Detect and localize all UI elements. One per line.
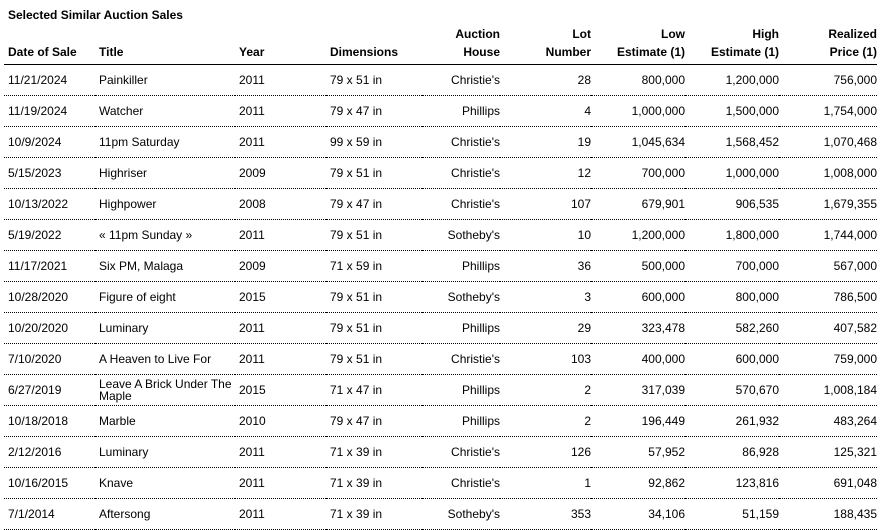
cell-low-estimate: 600,000: [591, 282, 685, 313]
table-row: [4, 375, 877, 406]
cell-dimensions: 71 x 59 in: [326, 251, 422, 282]
cell-low-estimate: 1,200,000: [591, 220, 685, 251]
table-row: [4, 313, 877, 344]
cell-dimensions: 79 x 47 in: [326, 406, 422, 437]
table-row: [4, 344, 877, 375]
cell-date: 7/10/2020: [4, 344, 95, 375]
cell-auction-house: Sotheby's: [422, 499, 500, 530]
column-header-auction-house-line1: Auction: [455, 27, 500, 41]
cell-title: Luminary: [95, 437, 235, 468]
cell-year: 2011: [235, 65, 326, 96]
cell-high-estimate: 261,932: [685, 406, 779, 437]
cell-low-estimate: 700,000: [591, 158, 685, 189]
cell-date: 5/15/2023: [4, 158, 95, 189]
cell-high-estimate: 600,000: [685, 344, 779, 375]
cell-high-estimate: 906,535: [685, 189, 779, 220]
column-header-title-label: Title: [99, 45, 124, 59]
column-header-lot-number-line2: Number: [545, 45, 591, 59]
cell-realized-price: 1,754,000: [779, 96, 877, 127]
cell-year: 2011: [235, 344, 326, 375]
cell-high-estimate: 800,000: [685, 282, 779, 313]
cell-auction-house: Sotheby's: [422, 282, 500, 313]
table-row: [4, 251, 877, 282]
cell-dimensions: 79 x 51 in: [326, 65, 422, 96]
cell-date: 5/19/2022: [4, 220, 95, 251]
table-row: [4, 499, 877, 530]
cell-lot-number: 353: [500, 499, 591, 530]
cell-date: 6/27/2019: [4, 375, 95, 406]
cell-high-estimate: 582,260: [685, 313, 779, 344]
table-row: [4, 127, 877, 158]
cell-title: Six PM, Malaga: [95, 251, 235, 282]
column-header-title: [95, 24, 235, 65]
cell-dimensions: 71 x 39 in: [326, 468, 422, 499]
cell-lot-number: 12: [500, 158, 591, 189]
column-header-year-label: Year: [239, 45, 265, 59]
cell-title: Aftersong: [95, 499, 235, 530]
cell-date: 10/9/2024: [4, 127, 95, 158]
cell-high-estimate: 1,800,000: [685, 220, 779, 251]
cell-lot-number: 126: [500, 437, 591, 468]
cell-high-estimate: 1,568,452: [685, 127, 779, 158]
column-header-low-estimate: [591, 24, 685, 65]
table-row: [4, 189, 877, 220]
cell-year: 2008: [235, 189, 326, 220]
cell-lot-number: 107: [500, 189, 591, 220]
cell-date: 11/21/2024: [4, 65, 95, 96]
cell-title: Figure of eight: [95, 282, 235, 313]
column-header-lot-number-line1: Lot: [572, 27, 591, 41]
cell-year: 2011: [235, 313, 326, 344]
cell-auction-house: Christie's: [422, 468, 500, 499]
cell-title: Highpower: [95, 189, 235, 220]
cell-year: 2015: [235, 375, 326, 406]
cell-auction-house: Sotheby's: [422, 220, 500, 251]
cell-realized-price: 1,744,000: [779, 220, 877, 251]
cell-realized-price: 1,008,184: [779, 375, 877, 406]
cell-auction-house: Phillips: [422, 313, 500, 344]
cell-auction-house: Phillips: [422, 406, 500, 437]
cell-realized-price: 1,679,355: [779, 189, 877, 220]
cell-low-estimate: 323,478: [591, 313, 685, 344]
cell-low-estimate: 34,106: [591, 499, 685, 530]
cell-realized-price: 1,008,000: [779, 158, 877, 189]
cell-lot-number: 2: [500, 406, 591, 437]
cell-date: 10/28/2020: [4, 282, 95, 313]
cell-title: A Heaven to Live For: [95, 344, 235, 375]
table-row: [4, 437, 877, 468]
cell-realized-price: 756,000: [779, 65, 877, 96]
cell-title: Highriser: [95, 158, 235, 189]
cell-auction-house: Christie's: [422, 127, 500, 158]
column-header-high-estimate: [685, 24, 779, 65]
cell-auction-house: Christie's: [422, 189, 500, 220]
column-header-date-label: Date of Sale: [8, 45, 77, 59]
cell-auction-house: Phillips: [422, 96, 500, 127]
cell-dimensions: 71 x 39 in: [326, 499, 422, 530]
cell-realized-price: 759,000: [779, 344, 877, 375]
cell-low-estimate: 1,045,634: [591, 127, 685, 158]
column-header-lot-number: [500, 24, 591, 65]
cell-year: 2011: [235, 220, 326, 251]
cell-dimensions: 71 x 47 in: [326, 375, 422, 406]
cell-low-estimate: 800,000: [591, 65, 685, 96]
cell-lot-number: 103: [500, 344, 591, 375]
column-header-realized-price-line2: Price (1): [829, 45, 877, 59]
cell-date: 10/20/2020: [4, 313, 95, 344]
cell-year: 2011: [235, 499, 326, 530]
cell-realized-price: 691,048: [779, 468, 877, 499]
cell-low-estimate: 92,862: [591, 468, 685, 499]
table-row: [4, 468, 877, 499]
cell-low-estimate: 317,039: [591, 375, 685, 406]
cell-low-estimate: 57,952: [591, 437, 685, 468]
cell-lot-number: 19: [500, 127, 591, 158]
cell-auction-house: Christie's: [422, 65, 500, 96]
cell-title: Knave: [95, 468, 235, 499]
table-row: [4, 406, 877, 437]
table-row: [4, 65, 877, 96]
table-row: [4, 220, 877, 251]
cell-realized-price: 567,000: [779, 251, 877, 282]
table-row: [4, 282, 877, 313]
cell-year: 2011: [235, 127, 326, 158]
cell-high-estimate: 86,928: [685, 437, 779, 468]
cell-dimensions: 79 x 51 in: [326, 313, 422, 344]
cell-date: 10/13/2022: [4, 189, 95, 220]
cell-year: 2009: [235, 251, 326, 282]
cell-year: 2011: [235, 96, 326, 127]
cell-year: 2011: [235, 437, 326, 468]
cell-auction-house: Phillips: [422, 251, 500, 282]
cell-auction-house: Christie's: [422, 344, 500, 375]
column-header-realized-price-line1: Realized: [828, 27, 877, 41]
cell-low-estimate: 500,000: [591, 251, 685, 282]
column-header-realized-price: [779, 24, 877, 65]
cell-high-estimate: 1,200,000: [685, 65, 779, 96]
cell-year: 2015: [235, 282, 326, 313]
column-header-dimensions-label: Dimensions: [330, 45, 399, 59]
cell-realized-price: 786,500: [779, 282, 877, 313]
cell-low-estimate: 679,901: [591, 189, 685, 220]
column-header-auction-house: [422, 24, 500, 65]
column-header-dimensions: [326, 24, 422, 65]
cell-dimensions: 79 x 47 in: [326, 189, 422, 220]
cell-title: Luminary: [95, 313, 235, 344]
cell-high-estimate: 51,159: [685, 499, 779, 530]
cell-low-estimate: 196,449: [591, 406, 685, 437]
cell-date: 11/17/2021: [4, 251, 95, 282]
cell-title: « 11pm Sunday »: [95, 220, 235, 251]
cell-lot-number: 3: [500, 282, 591, 313]
page-title: Selected Similar Auction Sales: [8, 8, 183, 22]
cell-lot-number: 1: [500, 468, 591, 499]
cell-realized-price: 188,435: [779, 499, 877, 530]
column-header-low-estimate-line2: Estimate (1): [616, 45, 685, 59]
cell-realized-price: 125,321: [779, 437, 877, 468]
cell-title: Leave A Brick Under The Maple: [95, 375, 235, 406]
cell-realized-price: 1,070,468: [779, 127, 877, 158]
table-body: [4, 65, 877, 530]
cell-high-estimate: 1,500,000: [685, 96, 779, 127]
cell-high-estimate: 570,670: [685, 375, 779, 406]
cell-dimensions: 71 x 39 in: [326, 437, 422, 468]
column-header-low-estimate-line1: Low: [661, 27, 685, 41]
cell-dimensions: 79 x 51 in: [326, 282, 422, 313]
cell-lot-number: 28: [500, 65, 591, 96]
cell-dimensions: 99 x 59 in: [326, 127, 422, 158]
cell-lot-number: 29: [500, 313, 591, 344]
cell-lot-number: 4: [500, 96, 591, 127]
cell-dimensions: 79 x 47 in: [326, 96, 422, 127]
column-header-auction-house-line2: House: [463, 45, 500, 59]
table-row: [4, 158, 877, 189]
cell-year: 2011: [235, 468, 326, 499]
cell-lot-number: 2: [500, 375, 591, 406]
table-header-row: [4, 24, 877, 65]
cell-lot-number: 36: [500, 251, 591, 282]
cell-date: 10/18/2018: [4, 406, 95, 437]
cell-title: Painkiller: [95, 65, 235, 96]
cell-high-estimate: 700,000: [685, 251, 779, 282]
auction-sales-table: [4, 24, 877, 530]
cell-auction-house: Christie's: [422, 158, 500, 189]
table-row: [4, 96, 877, 127]
cell-dimensions: 79 x 51 in: [326, 158, 422, 189]
cell-title: 11pm Saturday: [95, 127, 235, 158]
cell-auction-house: Phillips: [422, 375, 500, 406]
cell-year: 2009: [235, 158, 326, 189]
cell-realized-price: 483,264: [779, 406, 877, 437]
cell-lot-number: 10: [500, 220, 591, 251]
cell-date: 7/1/2014: [4, 499, 95, 530]
cell-low-estimate: 1,000,000: [591, 96, 685, 127]
column-header-date: [4, 24, 95, 65]
cell-date: 11/19/2024: [4, 96, 95, 127]
cell-title: Marble: [95, 406, 235, 437]
cell-year: 2010: [235, 406, 326, 437]
cell-high-estimate: 123,816: [685, 468, 779, 499]
cell-high-estimate: 1,000,000: [685, 158, 779, 189]
cell-dimensions: 79 x 51 in: [326, 344, 422, 375]
column-header-high-estimate-line2: Estimate (1): [710, 45, 779, 59]
cell-auction-house: Christie's: [422, 437, 500, 468]
cell-date: 10/16/2015: [4, 468, 95, 499]
cell-low-estimate: 400,000: [591, 344, 685, 375]
column-header-high-estimate-line1: High: [752, 27, 779, 41]
cell-title: Watcher: [95, 96, 235, 127]
cell-date: 2/12/2016: [4, 437, 95, 468]
column-header-year: [235, 24, 326, 65]
cell-realized-price: 407,582: [779, 313, 877, 344]
cell-dimensions: 79 x 51 in: [326, 220, 422, 251]
